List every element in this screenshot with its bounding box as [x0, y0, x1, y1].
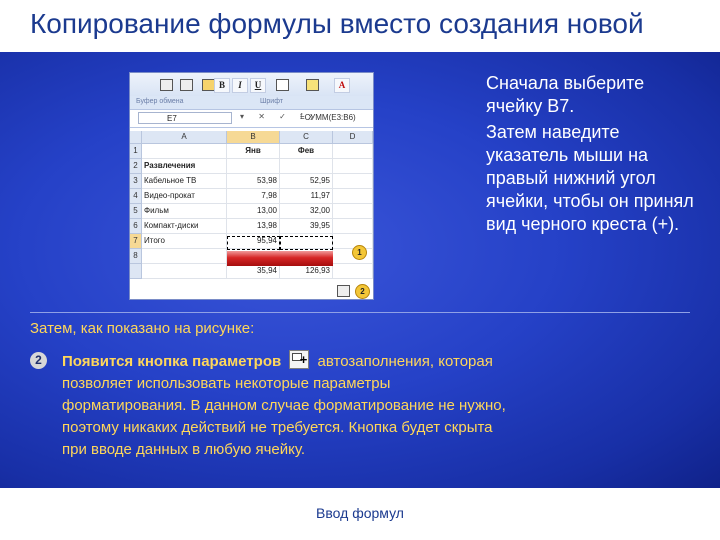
table-cell[interactable] [142, 249, 227, 264]
table-cell[interactable]: 13,00 [227, 204, 280, 219]
table-cell[interactable] [333, 189, 373, 204]
paste-icon [160, 79, 173, 91]
table-cell[interactable] [333, 174, 373, 189]
table-cell[interactable] [333, 144, 373, 159]
table-cell[interactable] [280, 159, 333, 174]
table-cell[interactable]: Видео-прокат [142, 189, 227, 204]
table-cell[interactable]: Кабельное ТВ [142, 174, 227, 189]
divider [30, 312, 690, 313]
fill-color-icon[interactable] [306, 79, 319, 91]
autofill-options-button[interactable] [337, 285, 350, 297]
row-header[interactable]: 3 [130, 174, 142, 189]
row-header[interactable]: 2 [130, 159, 142, 174]
italic-button[interactable]: I [232, 78, 248, 93]
table-cell[interactable]: 32,00 [280, 204, 333, 219]
copy-icon [180, 79, 193, 91]
row-header[interactable]: 4 [130, 189, 142, 204]
table-cell[interactable] [142, 264, 227, 279]
ribbon [130, 73, 373, 97]
table-cell[interactable]: 95,94 [227, 234, 280, 249]
table-cell[interactable]: Компакт-диски [142, 219, 227, 234]
table-cell[interactable]: 52,95 [280, 174, 333, 189]
then-label: Затем, как показано на рисунке: [30, 320, 255, 337]
table-cell[interactable]: 11,97 [280, 189, 333, 204]
ribbon-group-labels [130, 96, 373, 110]
col-header-a[interactable]: A [142, 131, 227, 144]
table-cell[interactable] [333, 219, 373, 234]
row-header[interactable]: 8 [130, 249, 142, 264]
corner-header[interactable] [130, 131, 142, 144]
table-cell[interactable] [142, 144, 227, 159]
col-header-b[interactable]: B [227, 131, 280, 144]
table-cell[interactable] [333, 159, 373, 174]
name-box[interactable]: E7 [138, 112, 232, 124]
table-cell[interactable]: Развлечения [142, 159, 227, 174]
callout-number-badge: 2 [30, 352, 47, 369]
row-header[interactable]: 6 [130, 219, 142, 234]
table-cell[interactable]: 13,98 [227, 219, 280, 234]
footer [0, 488, 720, 540]
table-cell[interactable]: Фильм [142, 204, 227, 219]
autofill-drag-range [227, 251, 333, 266]
selected-cell-b7[interactable] [227, 236, 280, 250]
table-cell[interactable]: 39,95 [280, 219, 333, 234]
table-cell[interactable]: 7,98 [227, 189, 280, 204]
instruction-step-2: Затем наведите указатель мыши на правый нижний угол ячейки, чтобы он принял вид черного креста (+). [486, 122, 694, 234]
table-cell[interactable]: Янв [227, 144, 280, 159]
row-header[interactable] [130, 264, 142, 279]
callout-marker-2: 2 [355, 284, 370, 299]
table-cell[interactable] [227, 159, 280, 174]
table-cell[interactable]: 126,93 [280, 264, 333, 279]
footer-text: Ввод формул [316, 505, 404, 521]
callout-bold-prefix: Появится кнопка параметров [62, 353, 282, 370]
formula-field[interactable]: =СУММ(E3:B6) [300, 113, 356, 122]
formula-icons: ▾ ✕ ✓ fx [240, 112, 319, 121]
underline-button[interactable]: U [250, 78, 266, 93]
col-header-d[interactable]: D [333, 131, 373, 144]
callout-paragraph [62, 350, 517, 461]
bold-button[interactable]: B [214, 78, 230, 93]
table-cell[interactable]: 35,94 [227, 264, 280, 279]
table-cell[interactable] [333, 204, 373, 219]
instruction-step-1: Сначала выберите ячейку B7. [486, 73, 645, 116]
slide-title: Копирование формулы вместо создания новой [30, 8, 644, 39]
autofill-target-c7[interactable] [280, 236, 333, 250]
row-header[interactable]: 5 [130, 204, 142, 219]
callout-rest: автозаполнения, которая позволяет использовать некоторые параметры форматирования. В данном случае форматирование не нужно, поэтому никаких действий не требуется. Кнопка будет скрыта при вводе данных в любую ячейку. [62, 353, 506, 458]
table-cell[interactable]: 53,98 [227, 174, 280, 189]
excel-screenshot [129, 72, 374, 300]
row-header[interactable]: 7 [130, 234, 142, 249]
formula-bar [130, 110, 373, 128]
table-cell[interactable]: Фев [280, 144, 333, 159]
table-cell[interactable]: Итого [142, 234, 227, 249]
autofill-options-icon [289, 350, 309, 369]
table-cell[interactable] [333, 264, 373, 279]
row-header[interactable]: 1 [130, 144, 142, 159]
group-font-label: Шрифт [260, 98, 284, 105]
borders-icon[interactable] [276, 79, 289, 91]
col-header-c[interactable]: C [280, 131, 333, 144]
group-clipboard-label: Буфер обмена [136, 98, 184, 105]
font-color-button[interactable]: A [334, 78, 350, 93]
title-bar [0, 0, 720, 52]
callout-marker-1: 1 [352, 245, 367, 260]
